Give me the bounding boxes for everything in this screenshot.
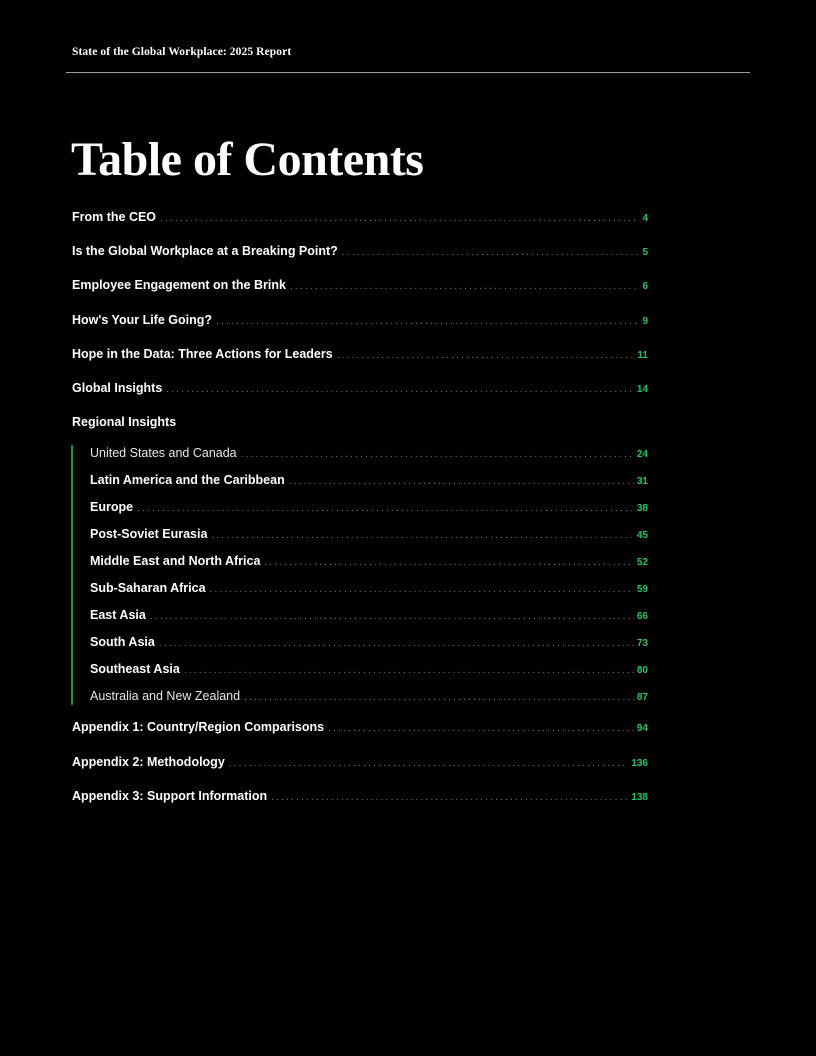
toc-page-number: 87 (636, 692, 648, 703)
page-title: Table of Contents (71, 133, 424, 186)
toc-entry-global-insights[interactable] (72, 381, 648, 395)
toc-page-number: 5 (642, 247, 648, 258)
dot-leader (290, 281, 640, 292)
toc-entry-southeast-asia[interactable] (90, 662, 648, 676)
regional-insights-heading[interactable]: Regional Insights (72, 415, 177, 429)
running-header: State of the Global Workplace: 2025 Report (72, 46, 292, 58)
dot-leader (150, 611, 634, 622)
dot-leader (184, 665, 634, 676)
toc-entry-label: Middle East and North Africa (90, 554, 261, 568)
toc-entry-label: Latin America and the Caribbean (90, 473, 285, 487)
toc-page-number: 45 (636, 530, 648, 541)
toc-entry-south-asia[interactable] (90, 635, 648, 649)
toc-page-number: 4 (642, 213, 648, 224)
toc-entry-life-going[interactable] (72, 313, 648, 327)
toc-entry-from-the-ceo[interactable] (72, 210, 648, 224)
toc-page-number: 59 (636, 584, 648, 595)
toc-entry-sub-saharan-africa[interactable] (90, 581, 648, 595)
toc-entry-hope-in-data[interactable] (72, 347, 648, 361)
toc-entry-post-soviet-eurasia[interactable] (90, 527, 648, 541)
dot-leader (159, 638, 634, 649)
toc-entry-latin-america[interactable] (90, 473, 648, 487)
toc-entry-us-canada[interactable] (90, 446, 648, 460)
toc-page-number: 66 (636, 611, 648, 622)
dot-leader (337, 350, 635, 361)
toc-entry-appendix-2[interactable] (72, 755, 648, 769)
regional-section-bar (71, 445, 73, 705)
toc-entry-mena[interactable] (90, 554, 648, 568)
dot-leader (166, 384, 634, 395)
toc-entry-label: Post-Soviet Eurasia (90, 527, 208, 541)
toc-entry-label: From the CEO (72, 210, 157, 224)
toc-page-number: 9 (642, 316, 648, 327)
dot-leader (211, 530, 633, 541)
toc-entry-label: Is the Global Workplace at a Breaking Point? (72, 244, 338, 258)
toc-entry-label: How's Your Life Going? (72, 313, 213, 327)
dot-leader (264, 557, 633, 568)
toc-entry-label: Southeast Asia (90, 662, 180, 676)
toc-entry-label: Hope in the Data: Three Actions for Leaders (72, 347, 333, 361)
dot-leader (216, 316, 639, 327)
toc-entry-label: Europe (90, 500, 134, 514)
toc-page-number: 6 (642, 281, 648, 292)
toc-entry-europe[interactable] (90, 500, 648, 514)
dot-leader (271, 792, 628, 803)
toc-page-number: 38 (636, 503, 648, 514)
dot-leader (137, 503, 634, 514)
toc-entry-label: Appendix 2: Methodology (72, 755, 225, 769)
toc-entry-label: East Asia (90, 608, 146, 622)
toc-page-number: 52 (636, 557, 648, 568)
toc-page-number: 138 (631, 792, 648, 803)
toc-page-number: 94 (636, 723, 648, 734)
dot-leader (229, 758, 629, 769)
dot-leader (210, 584, 634, 595)
header-rule (66, 72, 750, 73)
toc-entry-label: United States and Canada (90, 446, 237, 460)
toc-page-number: 11 (637, 350, 648, 361)
toc-entry-label: Australia and New Zealand (90, 689, 241, 703)
toc-entry-label: Sub-Saharan Africa (90, 581, 206, 595)
dot-leader (244, 692, 634, 703)
toc-entry-label: Appendix 1: Country/Region Comparisons (72, 720, 325, 734)
toc-page-number: 24 (636, 449, 648, 460)
dot-leader (160, 213, 639, 224)
toc-entry-label: South Asia (90, 635, 155, 649)
toc-page-number: 14 (636, 384, 648, 395)
toc-entry-engagement-brink[interactable] (72, 278, 648, 292)
toc-entry-appendix-3[interactable] (72, 789, 648, 803)
dot-leader (328, 723, 634, 734)
toc-entry-label: Global Insights (72, 381, 163, 395)
toc-page-number: 136 (631, 758, 648, 769)
dot-leader (289, 476, 634, 487)
toc-entry-appendix-1[interactable] (72, 720, 648, 734)
toc-page-number: 80 (636, 665, 648, 676)
dot-leader (342, 247, 640, 258)
toc-entry-label: Employee Engagement on the Brink (72, 278, 286, 292)
dot-leader (241, 449, 634, 460)
toc-entry-australia-nz[interactable] (90, 689, 648, 703)
toc-entry-label: Appendix 3: Support Information (72, 789, 268, 803)
toc-entry-breaking-point[interactable] (72, 244, 648, 258)
toc-page-number: 73 (636, 638, 648, 649)
toc-page-number: 31 (636, 476, 648, 487)
toc-entry-east-asia[interactable] (90, 608, 648, 622)
